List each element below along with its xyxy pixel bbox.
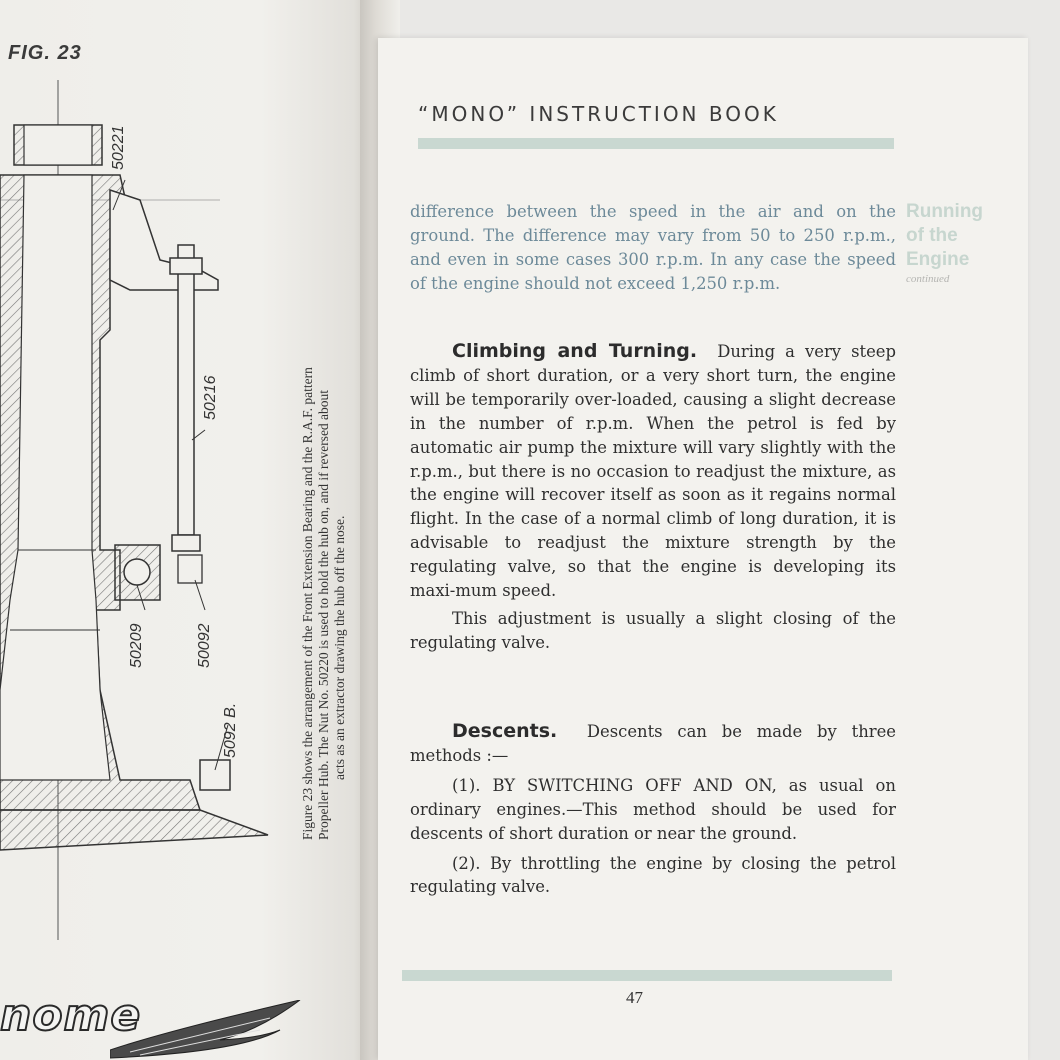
part-number-label: 50092 bbox=[196, 623, 213, 668]
caption-line: acts as an extractor drawing the hub off the nose. bbox=[332, 515, 347, 780]
margin-note-line: Engine bbox=[906, 249, 970, 270]
paragraph-text: This adjustment is usually a slight closing of the regulating valve. bbox=[410, 608, 896, 652]
margin-note-line: Running bbox=[906, 201, 984, 222]
margin-note-line: of the bbox=[906, 225, 958, 246]
page-number: 47 bbox=[626, 988, 643, 1007]
paragraph-text: difference between the speed in the air and on the ground. The difference may vary from 50 to 250 r.p.m., and even in some cases 300 r.p.m. In any case the speed of the engine should not exceed 1,250 r.p.m. bbox=[410, 202, 896, 293]
figure-caption bbox=[300, 150, 348, 840]
climbing-section bbox=[410, 340, 896, 655]
left-page bbox=[0, 0, 372, 1060]
part-number-label: 50209 bbox=[128, 623, 145, 668]
running-header: “MONO” INSTRUCTION BOOK bbox=[418, 102, 779, 126]
margin-note bbox=[906, 200, 983, 286]
footer-rule bbox=[402, 970, 892, 981]
caption-line: Propeller Hub. The Nut No. 50220 is used to hold the hub on, and if reversed about bbox=[316, 389, 331, 840]
intro-paragraph bbox=[410, 200, 896, 296]
header-rule bbox=[418, 138, 894, 149]
paragraph-text: Descents can be made by three methods :— bbox=[410, 722, 897, 765]
method-item: (2). By throttling the engine by closing the petrol regulating valve. bbox=[410, 853, 896, 897]
part-number-label: 50221 bbox=[110, 125, 127, 170]
caption-line: Figure 23 shows the arrangement of the Front Extension Bearing and the R.A.F. pattern bbox=[300, 367, 315, 840]
section-heading: Climbing and Turning. bbox=[452, 340, 698, 362]
method-item: (1). BY SWITCHING OFF AND ON, as usual on ordinary engines.—This method should be used for descents of short duration or near the ground. bbox=[410, 775, 896, 843]
right-page bbox=[378, 38, 1028, 1060]
paragraph-text: During a very steep climb of short duration, or a very short turn, the engine will be temporarily over-loaded, causing a slight decrease in the number of r.p.m. When the petrol is fed by automatic air pump the mixture will vary slightly with the r.p.m., but there is no occasion to readjust the mixture, as the engine will recover itself as soon as it regains normal flight. In the case of a normal climb of long duration, it is advisable to readjust the mixture strength by the regulating valve, so that the engine is developing its maxi-mum speed. bbox=[410, 342, 897, 601]
margin-note-continued: continued bbox=[906, 273, 950, 285]
part-number-label: 5092 B. bbox=[222, 702, 239, 758]
section-heading: Descents. bbox=[452, 720, 558, 742]
figure-label: FIG. 23 bbox=[8, 42, 82, 64]
part-number-label: 50216 bbox=[202, 375, 219, 420]
gnome-logo-text: nome bbox=[0, 990, 142, 1041]
descents-section bbox=[410, 720, 896, 899]
wing-emblem-icon bbox=[110, 1000, 310, 1060]
